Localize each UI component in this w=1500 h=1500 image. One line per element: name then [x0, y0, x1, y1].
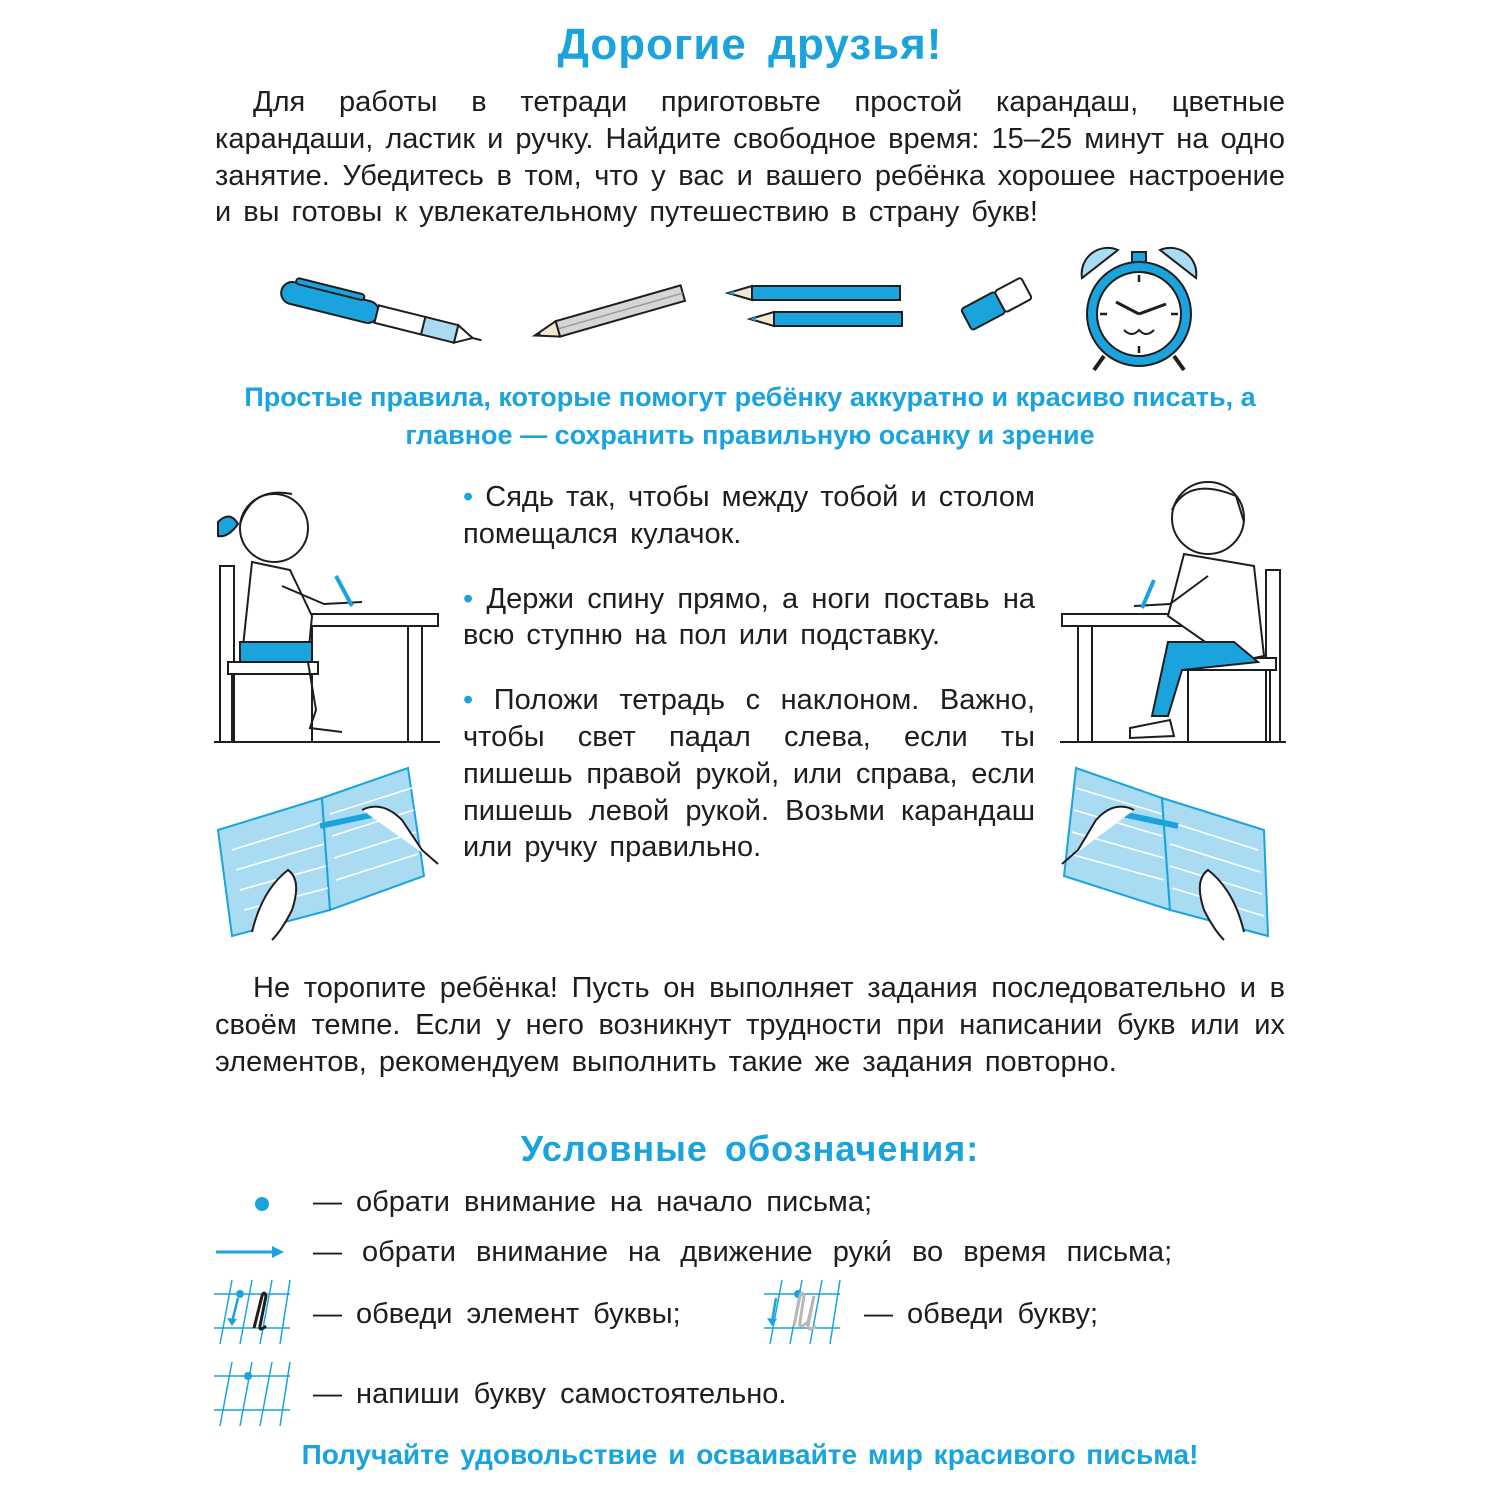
pen-icon — [270, 282, 490, 352]
notebook-right-hand-illustration — [212, 760, 442, 940]
trace-element-icon — [214, 1280, 290, 1344]
rules-list — [463, 479, 1035, 894]
bullet-icon: • — [463, 481, 474, 513]
page-title: Дорогие друзья! — [557, 20, 943, 69]
rule-item-notebook: • Положи тетрадь с наклоном. Важно, чтобы свет падал слева, если ты пишешь правой рукой, или справа, если пишешь левой рукой. Возьми карандаш или ручку правильно. — [463, 684, 1035, 864]
notebook-left-hand-illustration — [1058, 760, 1288, 940]
footer-slogan: Получайте удовольствие и осваивайте мир красивого письма! — [301, 1439, 1199, 1470]
eraser-icon — [956, 272, 1036, 334]
start-dot-icon — [252, 1194, 272, 1214]
rule-item-sitting: • Сядь так, чтобы между тобой и столом помещался кулачок. — [463, 481, 1035, 550]
bullet-icon: • — [463, 684, 474, 717]
legend-title: Условные обозначения: — [520, 1128, 980, 1169]
legend-trace-letter-text: — обведи букву; — [864, 1298, 1099, 1330]
rule-item-posture: • Держи спину прямо, а ноги поставь на всю ступню на пол или подставку. — [463, 582, 1035, 652]
alarm-clock-icon — [1074, 244, 1204, 374]
colored-pencils-icon — [722, 282, 907, 334]
pencil-icon — [528, 288, 693, 343]
trace-letter-icon — [764, 1280, 840, 1344]
legend-write-letter-text: — напиши букву самостоятельно. — [313, 1378, 787, 1410]
advice-paragraph: Не торопите ребёнка! Пусть он выполняет задания последовательно и в своём темпе. Если у него возникнут трудности при написании букв или их элементов, рекомендуем выполнить такие же задания повторно. — [215, 972, 1285, 1078]
boy-at-desk-illustration — [1058, 466, 1288, 746]
write-letter-icon — [214, 1362, 290, 1426]
legend-trace-element-text: — обведи элемент буквы; — [313, 1298, 681, 1330]
girl-at-desk-illustration — [212, 466, 442, 746]
legend-start-dot-text: — обрати внимание на начало письма; — [313, 1186, 873, 1218]
hand-direction-arrow-icon — [214, 1242, 286, 1262]
rules-heading: Простые правила, которые помогут ребёнку аккуратно и красиво писать, а главное — сохранить правильную осанку и зрение — [244, 382, 1256, 450]
legend-arrow-text: — обрати внимание на движение руки́ во время письма; — [313, 1236, 1173, 1268]
intro-paragraph: Для работы в тетради приготовьте простой карандаш, цветные карандаши, ластик и ручку. Найдите свободное время: 15–25 минут на одно занятие. Убедитесь в том, что у вас и вашего ребёнка хорошее настроение и вы готовы к увлекательному путешествию в страну букв! — [215, 86, 1285, 229]
bullet-icon: • — [463, 582, 474, 615]
